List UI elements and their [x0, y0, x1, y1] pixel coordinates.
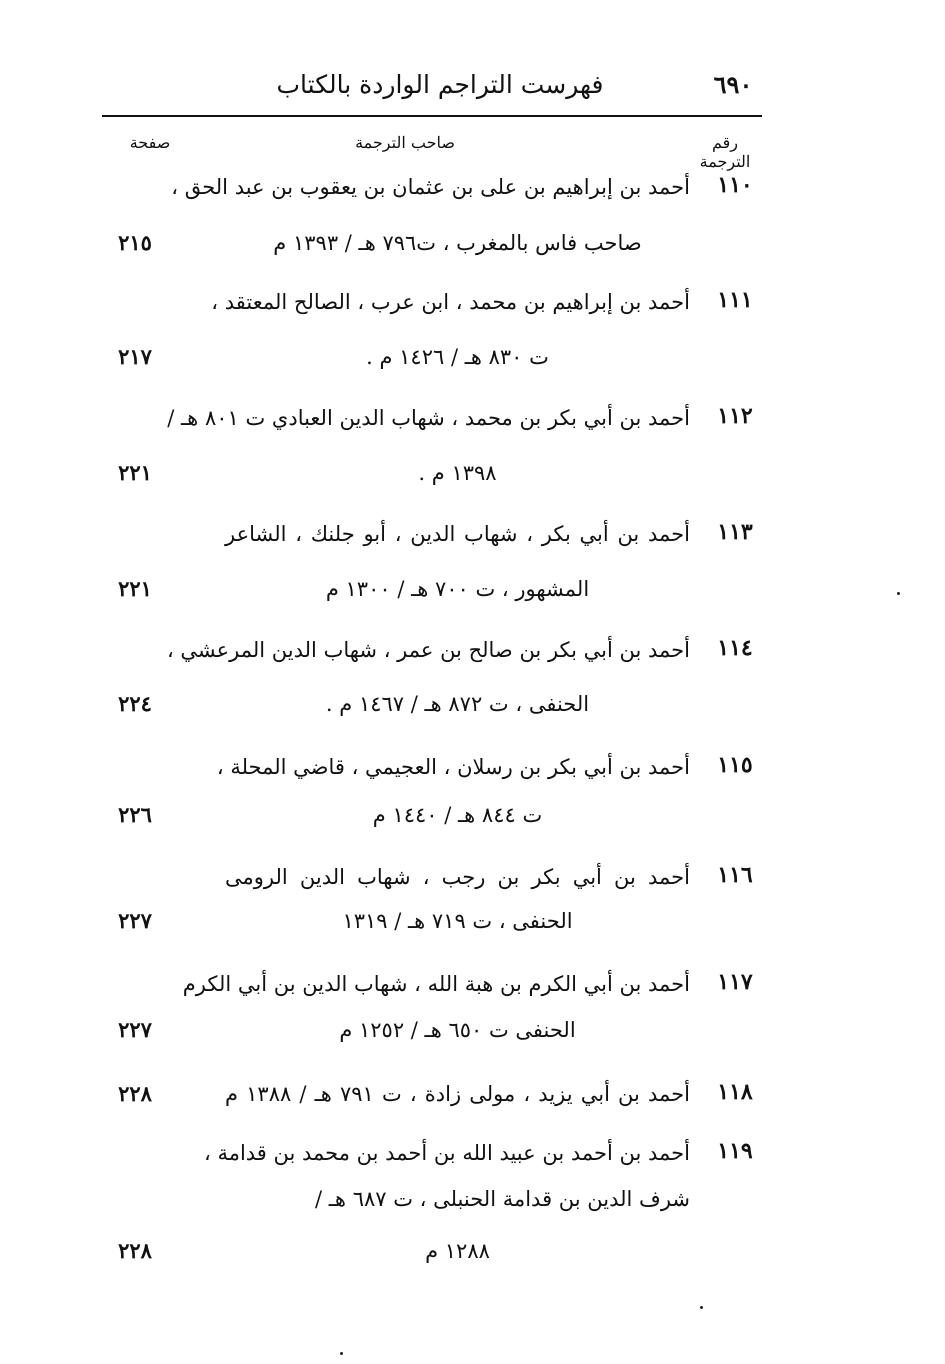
entry-text-line: أحمد بن أبي بكر بن رجب ، شهاب الدين الرومى [225, 865, 690, 889]
entry-text-line: أحمد بن أبي بكر بن محمد ، شهاب الدين العبادي ت ٨٠١ هـ / [167, 406, 690, 430]
entry-text-line: شرف الدين بن قدامة الحنبلى ، ت ٦٨٧ هـ / [315, 1187, 690, 1211]
entry-text-line: أحمد بن أحمد بن عبيد الله بن أحمد بن محمد بن قدامة ، [203, 1141, 690, 1165]
entry-number: ١١٥ [717, 752, 753, 778]
entry-text-line: المشهور ، ت ٧٠٠ هـ / ١٣٠٠ م [325, 577, 590, 601]
scan-speck [700, 1306, 703, 1309]
entry-text-line: أحمد بن أبي بكر ، شهاب الدين ، أبو جلنك ، الشاعر [225, 522, 690, 546]
column-header-number: رقم الترجمة [699, 133, 751, 171]
entry-text-line: ١٢٨٨ م [425, 1239, 490, 1263]
entry-text-line: أحمد بن إبراهيم بن على بن عثمان بن يعقوب بن عبد الحق ، [171, 175, 690, 199]
page-title: فهرست التراجم الواردة بالكتاب [276, 70, 604, 99]
page-number: ٦٩٠ [713, 70, 753, 99]
entry-page: ٢٢١ [118, 460, 152, 485]
column-header-page: صفحة [129, 133, 171, 152]
entry-page: ٢٢٨ [118, 1238, 152, 1263]
entry-page: ٢٢٦ [118, 802, 152, 827]
entry-number: ١١٧ [717, 969, 753, 995]
entry-number: ١١١ [717, 287, 753, 313]
entry-text-line: أحمد بن أبي يزيد ، مولى زادة ، ت ٧٩١ هـ / ١٣٨٨ م [225, 1082, 690, 1106]
scan-speck [340, 1352, 343, 1355]
entry-page: ٢٢٧ [118, 1017, 152, 1042]
entry-number: ١١٣ [717, 519, 753, 545]
entry-text-line: ت ٨٤٤ هـ / ١٤٤٠ م [372, 803, 543, 827]
entry-page: ٢١٥ [118, 230, 152, 255]
entry-number: ١١٨ [717, 1079, 753, 1105]
entry-page: ٢٢٤ [118, 691, 152, 716]
entry-text-line: ت ٨٣٠ هـ / ١٤٢٦ م . [366, 345, 549, 369]
entry-text-line: الحنفى ، ت ٧١٩ هـ / ١٣١٩ [342, 909, 573, 933]
scan-speck [897, 592, 900, 595]
entry-text-line: صاحب فاس بالمغرب ، ت٧٩٦ هـ / ١٣٩٣ م [273, 231, 642, 255]
entry-number: ١١٤ [717, 635, 753, 661]
entry-page: ٢٢١ [118, 576, 152, 601]
entry-text-line: الحنفى ، ت ٨٧٢ هـ / ١٤٦٧ م . [325, 692, 590, 716]
entry-number: ١١٦ [717, 862, 753, 888]
entry-page: ٢٢٧ [118, 908, 152, 933]
entry-page: ٢١٧ [118, 344, 152, 369]
entry-text-line: أحمد بن أبي بكر بن صالح بن عمر ، شهاب الدين المرعشي ، [166, 638, 690, 662]
entry-text-line: أحمد بن إبراهيم بن محمد ، ابن عرب ، الصالح المعتقد ، [211, 290, 690, 314]
entry-text-line: أحمد بن أبي الكرم بن هبة الله ، شهاب الدين بن أبي الكرم [182, 972, 690, 996]
entry-number: ١١٩ [717, 1138, 753, 1164]
entry-text-line: الحنفى ت ٦٥٠ هـ / ١٢٥٢ م [339, 1018, 576, 1042]
entry-page: ٢٢٨ [118, 1081, 152, 1106]
header-divider [102, 115, 762, 117]
entry-number: ١١٠ [717, 172, 753, 198]
entry-number: ١١٢ [717, 403, 753, 429]
entry-text-line: أحمد بن أبي بكر بن رسلان ، العجيمي ، قاضي المحلة ، [216, 755, 690, 779]
column-header-person: صاحب الترجمة [355, 133, 455, 152]
entry-text-line: ١٣٩٨ م . [418, 461, 497, 485]
